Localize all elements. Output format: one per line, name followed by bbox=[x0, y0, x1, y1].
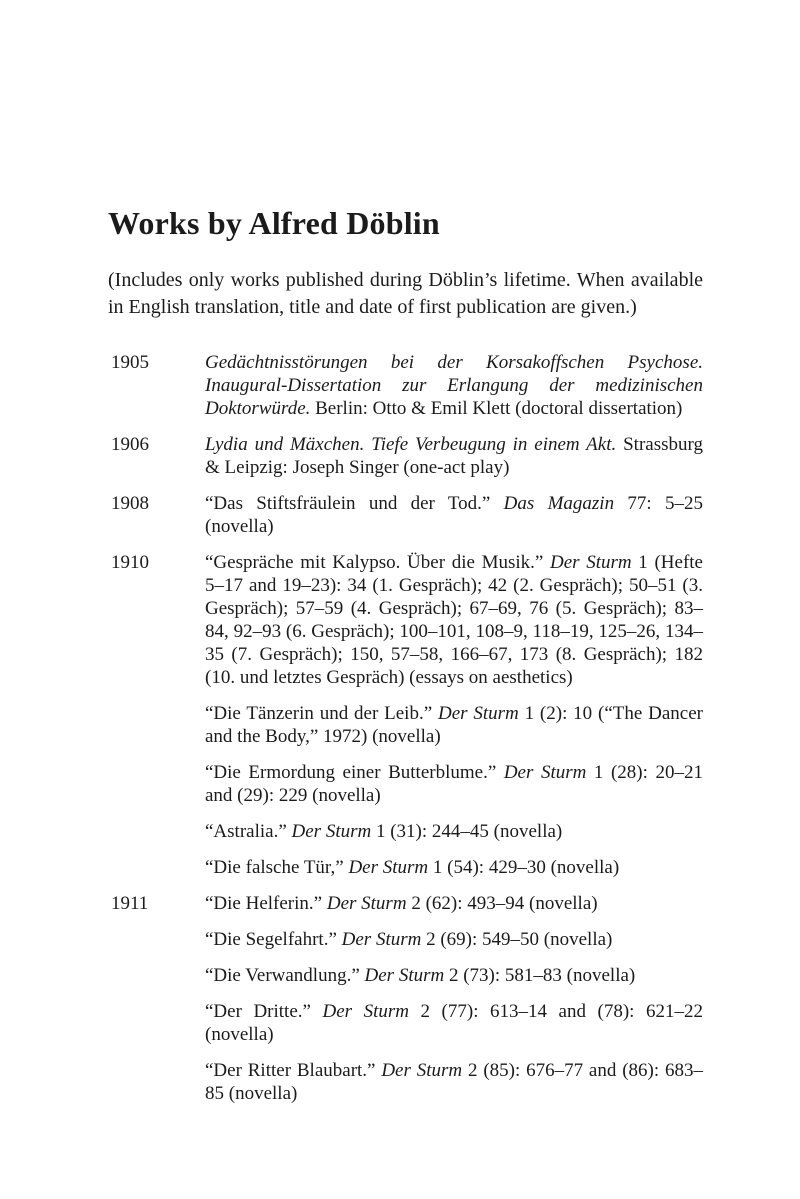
entry-text-italic-segment: Das Magazin bbox=[503, 493, 615, 514]
entry-text-segment: “Das Stiftsfräulein und der Tod.” bbox=[205, 493, 504, 514]
entry-text-segment: 2 (73): 581–83 (novella) bbox=[444, 965, 636, 986]
entry-text-italic-segment: Der Sturm bbox=[322, 1001, 409, 1022]
entry-row bbox=[108, 1059, 703, 1105]
entry-row bbox=[108, 1000, 703, 1046]
entry-text-italic-segment: Der Sturm bbox=[503, 762, 587, 783]
entry-text-segment: 2 (85): 676–77 and (86): 683–85 (novella) bbox=[205, 1060, 703, 1104]
works-list bbox=[108, 351, 703, 1105]
entry-text bbox=[205, 892, 703, 915]
entry-row bbox=[108, 492, 703, 538]
entry-text-segment: 77: 5–25 (novella) bbox=[205, 493, 703, 537]
entry-year: 1905 bbox=[111, 352, 149, 373]
entry-text-segment: “Der Dritte.” bbox=[205, 1001, 323, 1022]
entry-row bbox=[108, 702, 703, 748]
entry-text-segment: 1 (2): 10 (“The Dancer and the Body,” 1972) (novella) bbox=[205, 703, 703, 747]
entry-text-segment: “Die Segelfahrt.” bbox=[205, 929, 342, 950]
entry-text-segment: “Die falsche Tür,” bbox=[205, 857, 349, 878]
entry-row bbox=[108, 856, 703, 879]
entry-text-segment: 1 (28): 20–21 and (29): 229 (novella) bbox=[205, 762, 703, 806]
entry-text bbox=[205, 928, 703, 951]
entry-text-segment: 1 (Hefte 5–17 and 19–23): 34 (1. Gespräch); 42 (2. Gespräch); 50–51 (3. Gespräch); 57–59 (4. Gespräch); 67–69, 76 (5. Gespräch); 83–84, 92–93 (6. Gespräch); 100–101, 108–9, 118–19, 125–26, 134–35 (7. Gespräch); 150, 57–58, 166–67, 173 (8. Gespräch); 182 (10. und letztes Gespräch) (essays on aesthetics) bbox=[205, 552, 703, 688]
page-title: Works by Alfred Döblin bbox=[108, 205, 440, 241]
entry-text bbox=[205, 820, 703, 843]
entry-text-segment: “Gespräche mit Kalypso. Über die Musik.” bbox=[205, 552, 550, 573]
entry-text bbox=[205, 492, 703, 538]
entry-row bbox=[108, 351, 703, 420]
entry-text-segment: “Die Tänzerin und der Leib.” bbox=[205, 703, 438, 724]
entry-text bbox=[205, 761, 703, 807]
entry-year: 1910 bbox=[111, 552, 149, 573]
entry-text-segment: 2 (77): 613–14 and (78): 621–22 (novella) bbox=[205, 1001, 703, 1045]
entry-text-segment: 1 (31): 244–45 (novella) bbox=[371, 821, 563, 842]
entry-text-italic-segment: Gedächtnisstörungen bei der Korsakoffschen Psychose. Inaugural-Dissertation zur Erlangung der medizinischen Doktorwürde. bbox=[205, 352, 703, 419]
entry-year: 1908 bbox=[111, 493, 149, 514]
entry-text bbox=[205, 1059, 703, 1105]
entry-text bbox=[205, 856, 703, 879]
entry-text bbox=[205, 351, 703, 420]
entry-text-italic-segment: Der Sturm bbox=[341, 929, 422, 950]
entry-text bbox=[205, 551, 703, 689]
entry-row bbox=[108, 892, 703, 915]
entry-text-italic-segment: Der Sturm bbox=[291, 821, 372, 842]
entry-text-italic-segment: Der Sturm bbox=[326, 893, 407, 914]
entry-text-segment: “Astralia.” bbox=[205, 821, 292, 842]
entry-text-segment: “Die Helferin.” bbox=[205, 893, 327, 914]
entry-text-italic-segment: Der Sturm bbox=[550, 552, 632, 573]
entry-text-segment: 2 (62): 493–94 (novella) bbox=[406, 893, 598, 914]
entry-text bbox=[205, 702, 703, 748]
entry-text-segment: “Die Ermordung einer Butterblume.” bbox=[205, 762, 504, 783]
entry-text-segment: 1 (54): 429–30 (novella) bbox=[428, 857, 620, 878]
entry-text-italic-segment: Der Sturm bbox=[348, 857, 429, 878]
intro-note: (Includes only works published during Döblin’s lifetime. When available in English translation, title and date of first publication are given.) bbox=[108, 269, 703, 318]
entry-row bbox=[108, 761, 703, 807]
entry-text bbox=[205, 433, 703, 479]
entry-row bbox=[108, 820, 703, 843]
entry-text-segment: Strassburg & Leipzig: Joseph Singer (one-act play) bbox=[205, 434, 703, 478]
entry-row bbox=[108, 964, 703, 987]
entry-text-segment: “Der Ritter Blaubart.” bbox=[205, 1060, 382, 1081]
entry-text-segment: “Die Verwandlung.” bbox=[205, 965, 365, 986]
entry-text-italic-segment: Der Sturm bbox=[437, 703, 519, 724]
entry-text bbox=[205, 964, 703, 987]
entry-row bbox=[108, 433, 703, 479]
entry-text-segment: Berlin: Otto & Emil Klett (doctoral dissertation) bbox=[310, 398, 683, 419]
entry-text bbox=[205, 1000, 703, 1046]
entry-text-italic-segment: Der Sturm bbox=[381, 1060, 463, 1081]
entry-year: 1906 bbox=[111, 434, 149, 455]
entry-text-italic-segment: Der Sturm bbox=[364, 965, 445, 986]
entry-text-segment: 2 (69): 549–50 (novella) bbox=[421, 929, 613, 950]
entry-row bbox=[108, 928, 703, 951]
entry-year: 1911 bbox=[111, 893, 149, 914]
entry-row bbox=[108, 551, 703, 689]
entry-text-italic-segment: Lydia und Mäxchen. Tiefe Verbeugung in einem Akt. bbox=[205, 434, 617, 455]
